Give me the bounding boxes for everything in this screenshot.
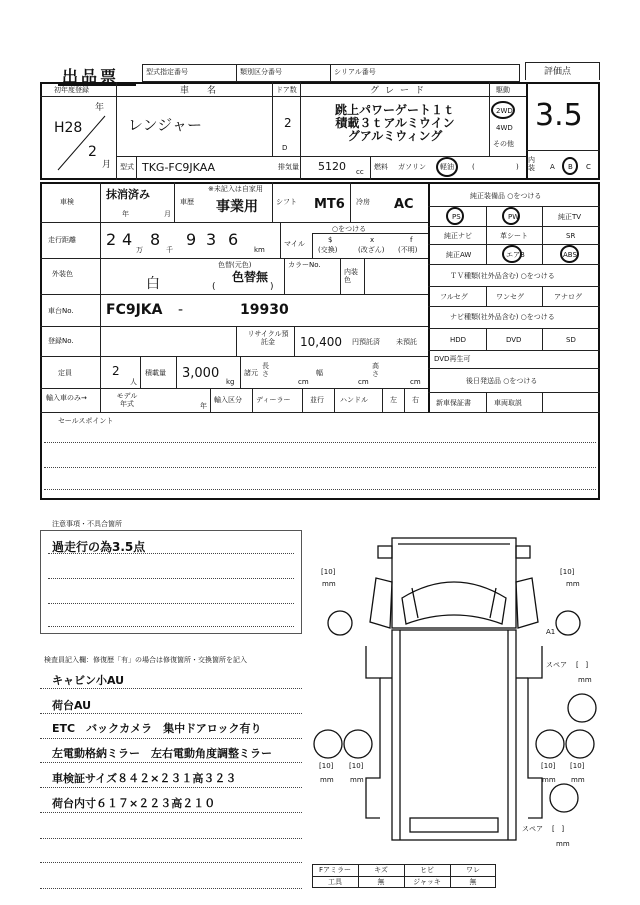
serial-label: シリアル番号 — [334, 68, 376, 76]
displacement-value: 5120 — [318, 160, 346, 173]
footer-cell: ジャッキ — [413, 878, 441, 886]
exterior-label: 外装色 — [52, 270, 73, 278]
inspector-line: キャビン小AU — [52, 674, 125, 687]
drive-label: 駆動 — [496, 86, 510, 94]
mileage-man: 万 — [136, 246, 143, 254]
load-value: 3,000 — [182, 366, 220, 381]
tread-fl: [10] — [321, 568, 336, 576]
inspector-line: 荷台AU — [52, 699, 92, 712]
divider — [428, 286, 600, 287]
divider — [44, 467, 596, 468]
grade-value — [302, 104, 488, 143]
capacity-value: 2 — [112, 364, 120, 378]
vehicle-name: レンジャー — [128, 116, 202, 134]
recycle-paid: 円預託済 — [352, 338, 380, 346]
tv-header: ＴＶ種類(社外品含む) ○をつける — [450, 272, 555, 280]
equip-navi: 純正ナビ — [444, 232, 472, 240]
equip-ps-circle — [446, 207, 464, 225]
divider — [382, 388, 383, 412]
divider — [44, 489, 596, 490]
tread-rl2-mm: mm — [350, 776, 364, 784]
divider — [40, 356, 428, 357]
length-label: 長さ — [262, 362, 269, 378]
year-suffix: 年 — [95, 103, 105, 113]
tread-rl2: [10] — [349, 762, 364, 770]
equip-aw: 純正AW — [446, 251, 472, 259]
footer-header: ヒビ — [420, 866, 434, 874]
history-note: ※未記入は自家用 — [208, 185, 263, 193]
grade-label: グレード — [370, 86, 431, 96]
model-year-label: モデル年式 — [116, 392, 138, 408]
chassis-prefix: FC9JKA — [106, 302, 163, 318]
mileage-digit: 6 — [228, 230, 239, 249]
divider — [100, 182, 101, 412]
divider — [116, 156, 526, 157]
tv-oneseg: ワンセグ — [496, 293, 524, 301]
equip-sr: SR — [566, 232, 576, 240]
divider — [404, 388, 405, 412]
meter-circle-note: ○をつける — [332, 225, 367, 233]
divider — [40, 388, 428, 389]
load-label: 積載量 — [145, 369, 166, 377]
width-label: 幅 — [316, 369, 323, 377]
later-warranty: 新車保証書 — [436, 399, 471, 407]
load-unit: kg — [226, 378, 235, 386]
footer-cell: 無 — [377, 878, 385, 886]
model-year-unit: 年 — [200, 402, 207, 410]
color-no-label: カラーNo. — [288, 261, 321, 269]
divider — [40, 888, 302, 889]
interior-c: C — [586, 163, 591, 171]
meter-swap-label: (交換) — [318, 246, 338, 254]
tread-rl1-mm: mm — [320, 776, 334, 784]
divider — [542, 286, 543, 306]
height-label: 高さ — [372, 362, 379, 378]
inspector-line: 左電動格納ミラー 左右電動角度調整ミラー — [52, 747, 272, 760]
category-label: 類別区分番号 — [240, 68, 282, 76]
mileage-digit: 3 — [206, 230, 217, 249]
spare-label-1: スペア — [546, 661, 567, 669]
divider — [136, 156, 137, 180]
tread-rr2: [10] — [570, 762, 585, 770]
divider — [40, 738, 302, 739]
inspector-label: 検査員記入欄：修復歴「有」の場合は修復箇所・交換箇所を記入 — [44, 656, 247, 664]
divider — [272, 82, 273, 156]
meter-tamper: x — [370, 236, 375, 244]
mile-label: マイル — [284, 240, 305, 248]
mileage-digit: 9 — [186, 230, 197, 249]
divider — [312, 233, 428, 234]
divider — [370, 156, 371, 180]
divider — [280, 222, 281, 258]
divider — [364, 258, 365, 294]
capacity-unit: 人 — [130, 378, 137, 386]
recycle-unpaid: 未預託 — [396, 338, 417, 346]
navi-dvd: DVD — [506, 336, 522, 344]
divider — [40, 412, 600, 413]
chassis-label: 車台No. — [48, 307, 74, 315]
divider — [252, 388, 253, 412]
rating-header — [525, 62, 600, 80]
form-title: 出品票 — [62, 67, 120, 86]
ac-value: AC — [394, 197, 414, 212]
equip-abs: ABS — [563, 251, 577, 259]
grade-line-1: 跳上パワーゲート１ｔ — [334, 103, 455, 117]
divider — [48, 626, 294, 627]
divider — [428, 328, 600, 329]
spare-mm-1: mm — [578, 676, 592, 684]
equip-airbag: エアB — [506, 251, 525, 259]
tread-fr: [10] — [560, 568, 575, 576]
reg-month: 2 — [88, 144, 97, 160]
meter-swap: $ — [328, 236, 333, 244]
spare-bracket-1: [ ] — [576, 661, 589, 669]
model-cert-label: 型式指定番号 — [146, 68, 188, 76]
meter-tamper-label: (改ざん) — [358, 246, 385, 254]
navi-header: ナビ種類(社外品含む) ○をつける — [450, 313, 555, 321]
divider — [428, 264, 600, 265]
divider — [174, 182, 175, 222]
shaken-label: 車検 — [60, 198, 74, 206]
doors-label: ドア数 — [276, 86, 297, 94]
drive-2wd: 2WD — [496, 107, 513, 115]
mileage-label: 走行距離 — [48, 236, 76, 244]
divider — [40, 762, 302, 763]
divider — [486, 286, 487, 306]
handle-label: ハンドル — [340, 396, 368, 404]
divider — [428, 368, 600, 369]
later-manual: 車両取説 — [494, 399, 522, 407]
shift-value: MT6 — [314, 197, 345, 212]
divider — [40, 713, 302, 714]
interior-label: 内装 — [528, 156, 535, 172]
divider — [489, 82, 490, 156]
width-cm: cm — [358, 378, 369, 386]
divider — [542, 392, 543, 412]
tread-rl1: [10] — [319, 762, 334, 770]
divider — [40, 258, 428, 259]
mileage-digits — [106, 230, 276, 254]
divider — [486, 392, 487, 412]
recycle-label: リサイクル預託金 — [247, 330, 289, 346]
tread-fl-mm: mm — [322, 580, 336, 588]
divider — [236, 326, 237, 356]
equip-ps: PS — [452, 213, 461, 221]
displacement-label: 排気量 — [278, 163, 299, 171]
serial-field — [330, 64, 520, 82]
type-label: 型式 — [120, 163, 134, 171]
divider — [40, 222, 428, 223]
divider — [40, 326, 428, 327]
divider — [428, 350, 600, 351]
doors-suffix: D — [282, 144, 288, 152]
footer-cell: 無 — [469, 878, 477, 886]
reg-label: 初年度登録 — [54, 86, 89, 94]
color-change-label: 色替(元色) — [218, 261, 252, 269]
model-cert-field — [142, 64, 237, 82]
chassis-number: 19930 — [240, 302, 289, 318]
mileage-digit: 4 — [122, 230, 133, 249]
fuel-gasoline: ガソリン — [398, 163, 426, 171]
meter-unknown: f — [410, 236, 413, 244]
spare-bracket-2: [ ] — [552, 825, 565, 833]
interior-a: A — [550, 163, 555, 171]
grade-line-2: 積載３ｔアルミウイン — [335, 116, 455, 130]
right-label: 右 — [412, 396, 419, 404]
shaken-month: 月 — [164, 210, 171, 218]
drive-other: その他 — [493, 140, 514, 148]
tv-fullseg: フルセグ — [440, 293, 468, 301]
ac-label: 冷房 — [356, 198, 370, 206]
inspector-line: 車検証サイズ８４２×２３１高３２３ — [52, 772, 237, 785]
history-value: 事業用 — [216, 199, 258, 215]
drive-4wd: 4WD — [496, 124, 513, 132]
divider — [48, 578, 294, 579]
tread-fr-mm: mm — [566, 580, 580, 588]
divider — [334, 388, 335, 412]
import-type-label: 輸入区分 — [214, 396, 242, 404]
grade-line-3: グアルミウィング — [347, 129, 443, 143]
footer-cell: 工具 — [328, 878, 342, 886]
divider — [40, 294, 428, 295]
tv-analog: アナログ — [554, 293, 582, 301]
interior-circle — [562, 157, 578, 175]
spare-label-2: スペア — [522, 825, 543, 833]
spare-mm-2: mm — [556, 840, 570, 848]
divider — [284, 258, 285, 294]
divider — [44, 442, 596, 443]
shaken-year: 年 — [122, 210, 129, 218]
divider — [140, 356, 141, 388]
equip-tv: 純正TV — [558, 213, 582, 221]
divider — [272, 182, 273, 222]
exterior-value: 白 — [146, 276, 160, 292]
doors-value: 2 — [284, 116, 292, 130]
footer-header: ワレ — [466, 866, 480, 874]
divider — [176, 356, 177, 388]
color-paren-open: ( — [212, 282, 216, 292]
caution-line: 過走行の為3.5点 — [52, 540, 146, 554]
divider — [302, 388, 303, 412]
divider — [240, 356, 241, 388]
mileage-km: km — [254, 246, 265, 254]
dvd-label: DVD再生可 — [434, 355, 471, 363]
height-cm: cm — [410, 378, 421, 386]
inspector-line: ETC バックカメラ 集中ドアロック有り — [52, 722, 262, 735]
fuel-other: ( — [472, 163, 475, 171]
dims-label: 諸元 — [244, 369, 258, 377]
meter-unknown-label: (不明) — [398, 246, 418, 254]
divider — [40, 838, 302, 839]
divider — [486, 328, 487, 350]
divider — [294, 326, 295, 356]
month-suffix: 月 — [102, 160, 112, 170]
dealer-label: ディーラー — [256, 396, 291, 404]
rating-value: 3.5 — [535, 98, 583, 133]
divider — [542, 206, 543, 264]
equip-leather: 革シート — [500, 232, 528, 240]
divider — [40, 787, 302, 788]
mileage-sen: 千 — [166, 246, 173, 254]
equip-pw: PW — [508, 213, 520, 221]
mileage-digit: 8 — [150, 230, 161, 249]
navi-hdd: HDD — [450, 336, 467, 344]
divider — [40, 812, 302, 813]
divider — [210, 388, 211, 412]
tread-rr1: [10] — [541, 762, 556, 770]
footer-header: Fアミラー — [318, 866, 352, 874]
shift-label: シフト — [276, 198, 297, 206]
tread-rr2-mm: mm — [571, 776, 585, 784]
tread-rr1-mm: mm — [542, 776, 556, 784]
divider — [40, 688, 302, 689]
divider — [116, 82, 117, 180]
reg-year: H28 — [54, 120, 83, 136]
divider — [428, 226, 600, 227]
drive-circle — [491, 101, 515, 119]
chassis-dash: - — [178, 302, 184, 318]
sales-point-label: セールスポイント — [58, 417, 114, 425]
fuel-circle — [436, 157, 458, 177]
divider — [350, 182, 351, 222]
divider — [300, 82, 301, 180]
interior-color-label: 内装色 — [344, 268, 358, 284]
reg-no-label: 登録No. — [48, 337, 74, 345]
history-label: 車歴 — [180, 198, 194, 206]
marker-a1: A1 — [546, 628, 556, 636]
color-paren-close: ) — [270, 282, 274, 292]
divider — [428, 306, 600, 307]
capacity-label: 定員 — [58, 369, 72, 377]
footer-header: キズ — [374, 866, 388, 874]
fuel-other-close: ) — [516, 163, 519, 171]
interior-b: B — [568, 163, 573, 171]
divider — [340, 258, 341, 294]
category-field — [236, 64, 331, 82]
recycle-value: 10,400 — [300, 335, 342, 349]
parallel-label: 並行 — [310, 396, 324, 404]
fuel-label: 燃料 — [374, 163, 388, 171]
left-label: 左 — [390, 396, 397, 404]
divider — [40, 96, 527, 97]
equip-airbag-circle — [502, 245, 522, 263]
divider — [48, 553, 294, 554]
rating-label: 評価点 — [544, 67, 572, 77]
displacement-unit: cc — [356, 168, 364, 176]
name-label: 車名 — [180, 86, 235, 96]
equip-abs-circle — [560, 245, 579, 263]
divider — [526, 150, 600, 151]
mileage-digit: 2 — [106, 230, 117, 249]
divider — [428, 182, 430, 412]
import-label: 輸入車のみ→ — [46, 394, 87, 402]
color-change-value: 色替無 — [232, 270, 269, 284]
equipment-header: 純正装備品 ○をつける — [470, 192, 542, 200]
model-type: TKG-FC9JKAA — [142, 161, 216, 174]
fuel-diesel: 軽油 — [440, 163, 454, 171]
shaken-value: 抹消済み — [106, 188, 150, 201]
truck-diagram — [306, 528, 600, 868]
later-header: 後日発送品 ○をつける — [466, 377, 538, 385]
divider — [486, 206, 487, 264]
length-cm: cm — [298, 378, 309, 386]
equip-pw-circle — [502, 207, 520, 225]
divider — [428, 392, 600, 393]
divider — [312, 233, 313, 258]
caution-label: 注意事項・不具合箇所 — [52, 520, 122, 528]
divider — [48, 603, 294, 604]
divider — [40, 862, 302, 863]
navi-sd: SD — [566, 336, 576, 344]
divider — [542, 328, 543, 350]
inspector-line: 荷台内寸６１７×２２３高２１０ — [52, 797, 216, 810]
